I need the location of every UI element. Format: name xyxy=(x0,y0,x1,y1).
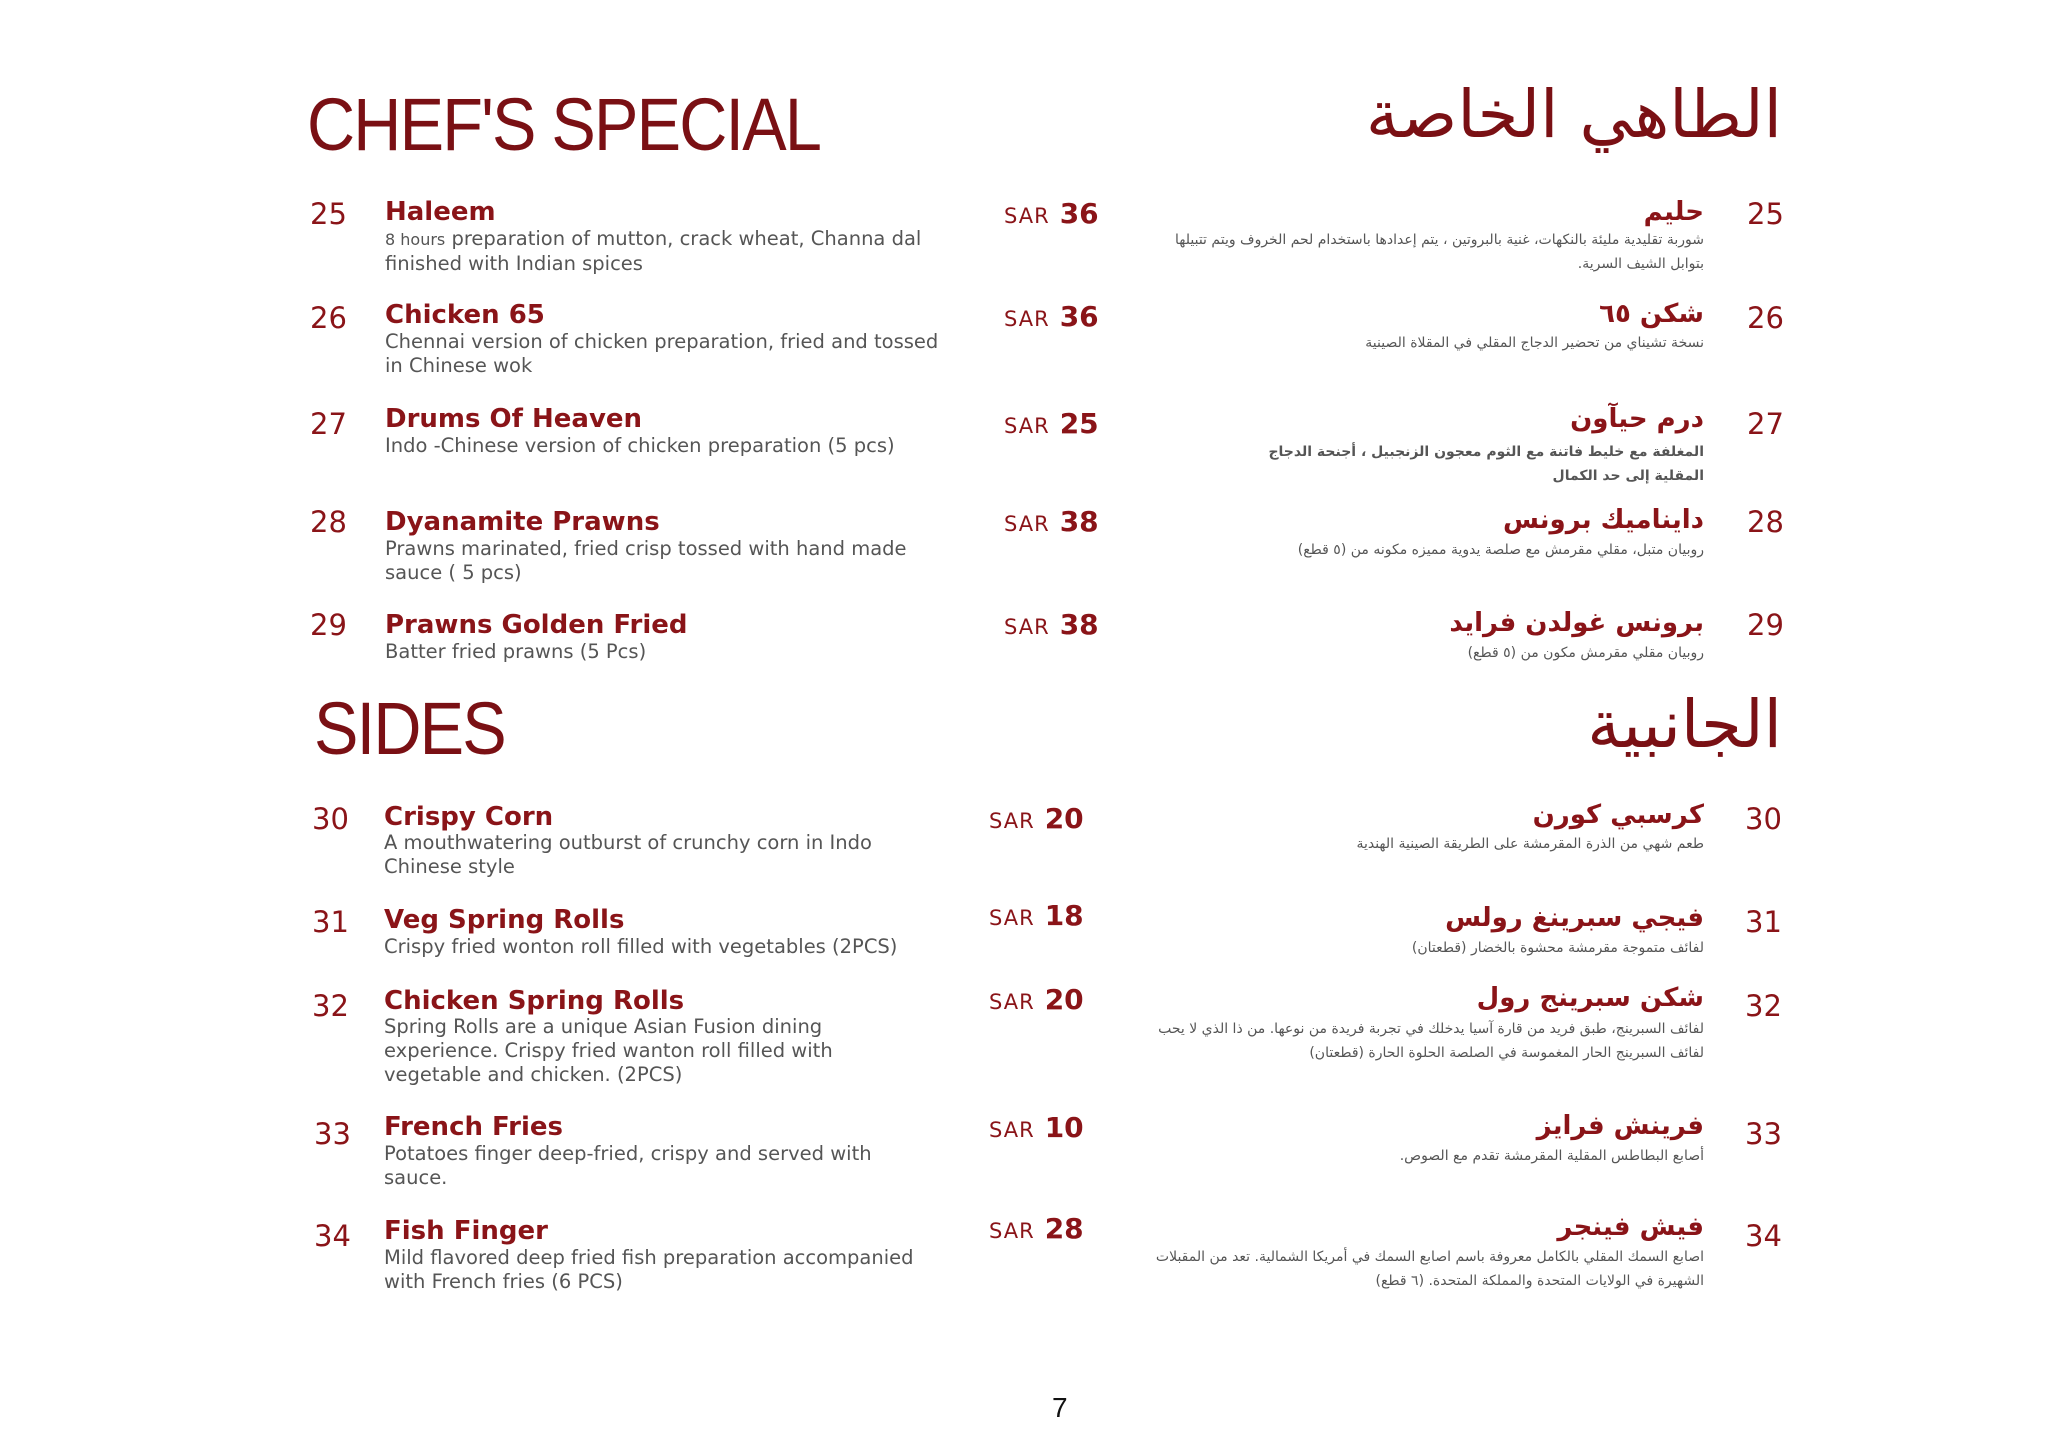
item-price xyxy=(1004,505,1099,538)
price-value: 25 xyxy=(1059,407,1099,440)
item-number: 34 xyxy=(314,1219,351,1253)
item-number-ar: 31 xyxy=(1745,905,1782,939)
item-name-ar: درم حيآون xyxy=(1570,404,1704,434)
item-number-ar: 28 xyxy=(1747,505,1784,539)
item-description: Prawns marinated, fried crisp tossed with hand made sauce ( 5 pcs) xyxy=(385,537,907,584)
item-price xyxy=(989,983,1084,1016)
currency-label: SAR xyxy=(1004,615,1050,639)
price-value: 36 xyxy=(1059,300,1099,333)
item-number: 28 xyxy=(310,505,347,539)
currency-label: SAR xyxy=(1004,512,1050,536)
item-number-ar: 34 xyxy=(1745,1219,1782,1253)
item-price xyxy=(1004,300,1099,333)
item-number: 32 xyxy=(312,989,349,1023)
item-description: Spring Rolls are a unique Asian Fusion dining experience. Crispy fried wanton roll filled with vegetable and chicken. (2PCS) xyxy=(384,1015,833,1086)
item-price xyxy=(989,899,1084,932)
item-description: Potatoes finger deep-fried, crispy and served with sauce. xyxy=(384,1142,872,1189)
price-value: 20 xyxy=(1044,802,1084,835)
item-number: 31 xyxy=(312,905,349,939)
item-description-ar: شوربة تقليدية مليئة بالنكهات، غنية بالبروتين ، يتم إعدادها باستخدام لحم الخروف ويتم تتبيلها بتوابل الشيف السرية. xyxy=(1175,232,1704,272)
item-price xyxy=(1004,608,1099,641)
item-name: Veg Spring Rolls xyxy=(384,905,625,935)
item-price xyxy=(989,1111,1084,1144)
item-number: 29 xyxy=(310,608,347,642)
item-name-ar: حليم xyxy=(1643,197,1704,227)
item-description-ar: أصابع البطاطس المقلية المقرمشة تقدم مع الصوص. xyxy=(1399,1148,1704,1164)
item-name-ar: شكن سبرينج رول xyxy=(1476,983,1704,1013)
item-description-ar: المغلفة مع خليط فاتنة مع الثوم معجون الزنجبيل ، أجنحة الدجاج المقلية إلى حد الكمال xyxy=(1268,444,1704,484)
price-value: 10 xyxy=(1044,1111,1084,1144)
item-description: A mouthwatering outburst of crunchy corn in Indo Chinese style xyxy=(384,831,872,878)
item-number-ar: 25 xyxy=(1747,197,1784,231)
page-number: 7 xyxy=(1052,1392,1068,1423)
item-number: 27 xyxy=(310,407,347,441)
item-price xyxy=(989,1212,1084,1245)
item-description-ar: طعم شهي من الذرة المقرمشة على الطريقة الصينية الهندية xyxy=(1356,836,1704,852)
price-value: 36 xyxy=(1059,197,1099,230)
item-name: Fish Finger xyxy=(384,1216,548,1246)
item-price xyxy=(1004,197,1099,230)
item-number: 33 xyxy=(314,1117,351,1151)
item-number: 26 xyxy=(310,301,347,335)
item-description: 8 hours preparation of mutton, crack wheat, Channa dal finished with Indian spices xyxy=(385,227,922,275)
item-description: Indo -Chinese version of chicken preparation (5 pcs) xyxy=(385,434,895,457)
item-name-ar: برونس غولدن فرايد xyxy=(1449,608,1704,638)
item-description: Batter fried prawns (5 Pcs) xyxy=(385,640,647,663)
item-name: Prawns Golden Fried xyxy=(385,610,688,640)
item-description-ar: لفائف متموجة مقرمشة محشوة بالخضار (قطعتان) xyxy=(1411,940,1704,956)
item-price xyxy=(1004,407,1099,440)
item-description-ar: روبيان مقلي مقرمش مكون من (٥ قطع) xyxy=(1467,645,1704,661)
item-number-ar: 26 xyxy=(1747,301,1784,335)
currency-label: SAR xyxy=(1004,414,1050,438)
item-number-ar: 33 xyxy=(1745,1117,1782,1151)
item-number: 25 xyxy=(310,197,347,231)
currency-label: SAR xyxy=(989,809,1035,833)
item-description-ar: روبيان متبل، مقلي مقرمش مع صلصة يدوية مميزه مكونه من (٥ قطع) xyxy=(1297,542,1704,558)
price-value: 18 xyxy=(1044,899,1084,932)
item-name: Crispy Corn xyxy=(384,802,554,832)
item-description-ar: لفائف السبرينج، طبق فريد من قارة آسيا يدخلك في تجربة فريدة من نوعها. من ذا الذي لا يحب لفائف السبرينج الحار المغموسة في الصلصة الحلوة الحارة (قطعتان) xyxy=(1158,1021,1704,1061)
item-name-ar: فيش فينجر xyxy=(1557,1212,1704,1242)
item-name: French Fries xyxy=(384,1112,563,1142)
price-value: 20 xyxy=(1044,983,1084,1016)
item-name-ar: فيجي سبرينغ رولس xyxy=(1445,903,1704,933)
chef-special-heading: CHEF'S SPECIAL xyxy=(307,83,821,166)
item-name-ar: فرينش فرايز xyxy=(1536,1111,1704,1141)
item-description-ar: نسخة تشيناي من تحضير الدجاج المقلي في المقلاة الصينية xyxy=(1365,335,1704,351)
item-name: Chicken Spring Rolls xyxy=(384,986,685,1016)
price-value: 38 xyxy=(1059,505,1099,538)
currency-label: SAR xyxy=(989,990,1035,1014)
currency-label: SAR xyxy=(989,906,1035,930)
currency-label: SAR xyxy=(989,1219,1035,1243)
sides-heading-ar: الجانبية xyxy=(1587,686,1782,763)
sides-heading: SIDES xyxy=(314,687,505,770)
item-description-ar: اصابع السمك المقلي بالكامل معروفة باسم اصابع السمك في أمريكا الشمالية. تعد من المقبلات الشهيرة في الولايات المتحدة والمملكة المتحدة. (٦ قطع) xyxy=(1155,1249,1704,1289)
item-description: Crispy fried wonton roll filled with vegetables (2PCS) xyxy=(384,935,898,958)
item-name: Chicken 65 xyxy=(385,300,545,330)
item-description-prefix: 8 hours xyxy=(385,230,446,249)
item-number-ar: 29 xyxy=(1747,608,1784,642)
item-name: Dyanamite Prawns xyxy=(385,507,660,537)
item-name-ar: دايناميك برونس xyxy=(1503,505,1704,535)
currency-label: SAR xyxy=(1004,307,1050,331)
price-value: 28 xyxy=(1044,1212,1084,1245)
item-number: 30 xyxy=(312,802,349,836)
item-description: Mild flavored deep fried fish preparation accompanied with French fries (6 PCS) xyxy=(384,1246,914,1293)
item-name: Haleem xyxy=(385,197,496,227)
item-number-ar: 27 xyxy=(1747,407,1784,441)
item-description: Chennai version of chicken preparation, fried and tossed in Chinese wok xyxy=(385,330,939,377)
price-value: 38 xyxy=(1059,608,1099,641)
chef-special-heading-ar: الطاهي الخاصة xyxy=(1365,76,1782,153)
currency-label: SAR xyxy=(1004,204,1050,228)
item-price xyxy=(989,802,1084,835)
item-number-ar: 32 xyxy=(1745,989,1782,1023)
item-name-ar: كرسبي كورن xyxy=(1532,800,1704,830)
item-name-ar: شكن ٦٥ xyxy=(1599,299,1704,329)
item-number-ar: 30 xyxy=(1745,802,1782,836)
item-name: Drums Of Heaven xyxy=(385,404,643,434)
currency-label: SAR xyxy=(989,1118,1035,1142)
